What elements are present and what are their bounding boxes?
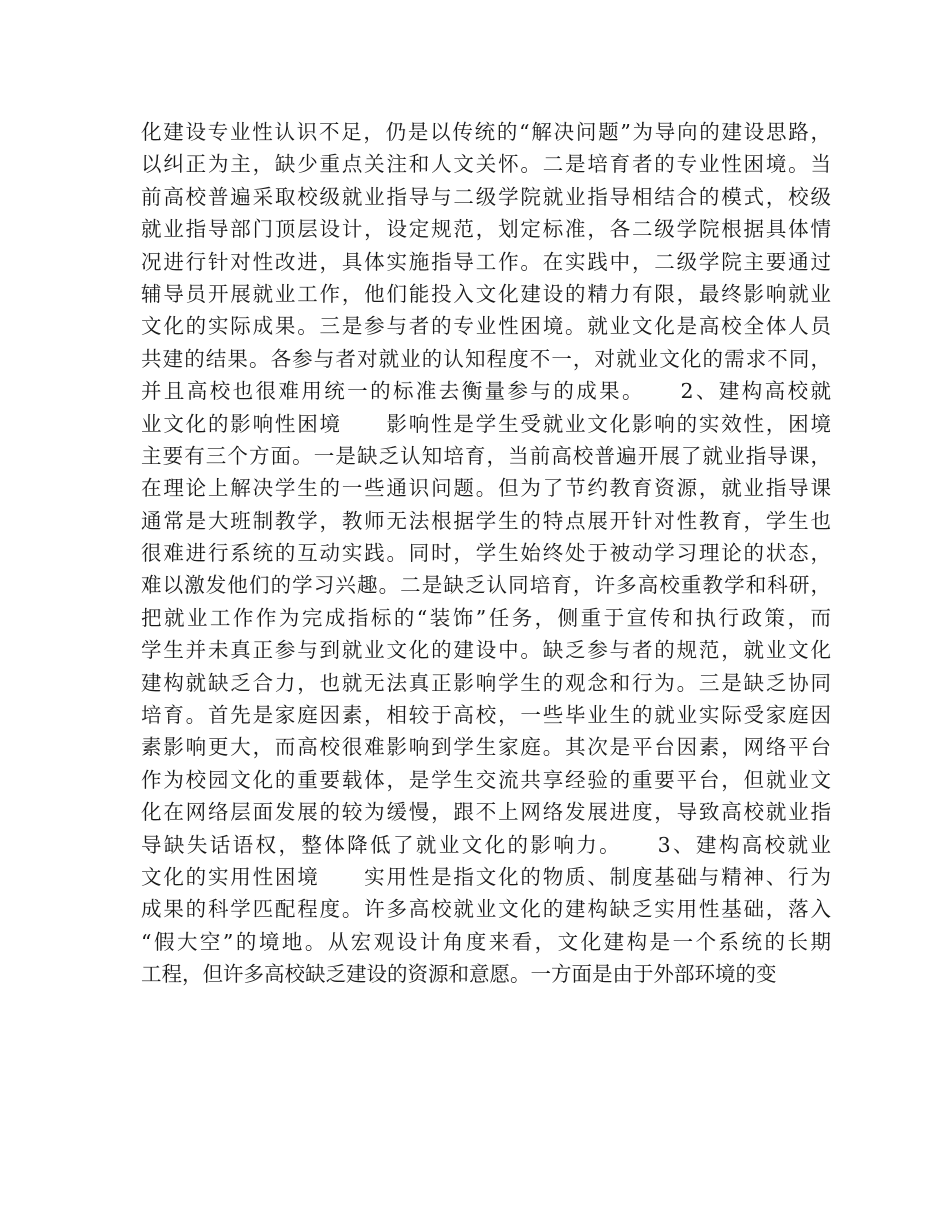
text-line-2: 以纠正为主，缺少重点关注和人文关怀。二是培育者的专业性困境。当 <box>141 152 831 177</box>
text-line-23: 导缺失话语权，整体降低了就业文化的影响力。 3、建构高校就业 <box>141 832 831 857</box>
text-line-1: 化建设专业性认识不足，仍是以传统的“解决问题”为导向的建设思路， <box>141 120 831 144</box>
text-line-18: 建构就缺乏合力，也就无法真正影响学生的观念和行为。三是缺乏协同 <box>141 670 831 695</box>
text-line-21: 作为校园文化的重要载体，是学生交流共享经验的重要平台，但就业文 <box>141 767 831 792</box>
text-line-9: 并且高校也很难用统一的标准去衡量参与的成果。 2、建构高校就 <box>141 379 831 404</box>
text-line-11: 主要有三个方面。一是缺乏认知培育，当前高校普遍开展了就业指导课， <box>141 443 831 468</box>
text-line-8: 共建的结果。各参与者对就业的认知程度不一，对就业文化的需求不同， <box>141 346 831 371</box>
text-line-10: 业文化的影响性困境 影响性是学生受就业文化影响的实效性，困境 <box>141 411 831 436</box>
text-line-13: 通常是大班制教学，教师无法根据学生的特点展开针对性教育，学生也 <box>141 508 831 533</box>
text-line-16: 把就业工作作为完成指标的“装饰”任务，侧重于宣传和执行政策，而 <box>141 605 831 630</box>
text-line-26: “假大空”的境地。从宏观设计角度来看，文化建构是一个系统的长期 <box>141 929 831 954</box>
text-line-5: 况进行针对性改进，具体实施指导工作。在实践中，二级学院主要通过 <box>141 249 831 274</box>
text-line-6: 辅导员开展就业工作，他们能投入文化建设的精力有限，最终影响就业 <box>141 281 831 306</box>
text-line-4: 就业指导部门顶层设计，设定规范，划定标准，各二级学院根据具体情 <box>141 217 831 242</box>
text-line-25: 成果的科学匹配程度。许多高校就业文化的建构缺乏实用性基础，落入 <box>141 897 831 922</box>
text-line-19: 培育。首先是家庭因素，相较于高校，一些毕业生的就业实际受家庭因 <box>141 703 831 728</box>
text-line-15: 难以激发他们的学习兴趣。二是缺乏认同培育，许多高校重教学和科研， <box>141 573 831 598</box>
text-line-20: 素影响更大，而高校很难影响到学生家庭。其次是平台因素，网络平台 <box>141 735 831 760</box>
text-line-24: 文化的实用性困境 实用性是指文化的物质、制度基础与精神、行为 <box>141 864 831 889</box>
body-text <box>141 116 831 991</box>
text-line-27: 工程，但许多高校缺乏建设的资源和意愿。一方面是由于外部环境的变 <box>141 962 777 987</box>
text-line-14: 很难进行系统的互动实践。同时，学生始终处于被动学习理论的状态， <box>141 541 831 566</box>
text-line-7: 文化的实际成果。三是参与者的专业性困境。就业文化是高校全体人员 <box>141 314 831 339</box>
text-line-22: 化在网络层面发展的较为缓慢，跟不上网络发展进度，导致高校就业指 <box>141 800 831 825</box>
text-line-3: 前高校普遍采取校级就业指导与二级学院就业指导相结合的模式，校级 <box>141 184 831 209</box>
text-line-17: 学生并未真正参与到就业文化的建设中。缺乏参与者的规范，就业文化 <box>141 638 831 663</box>
text-line-12: 在理论上解决学生的一些通识问题。但为了节约教育资源，就业指导课 <box>141 476 831 501</box>
